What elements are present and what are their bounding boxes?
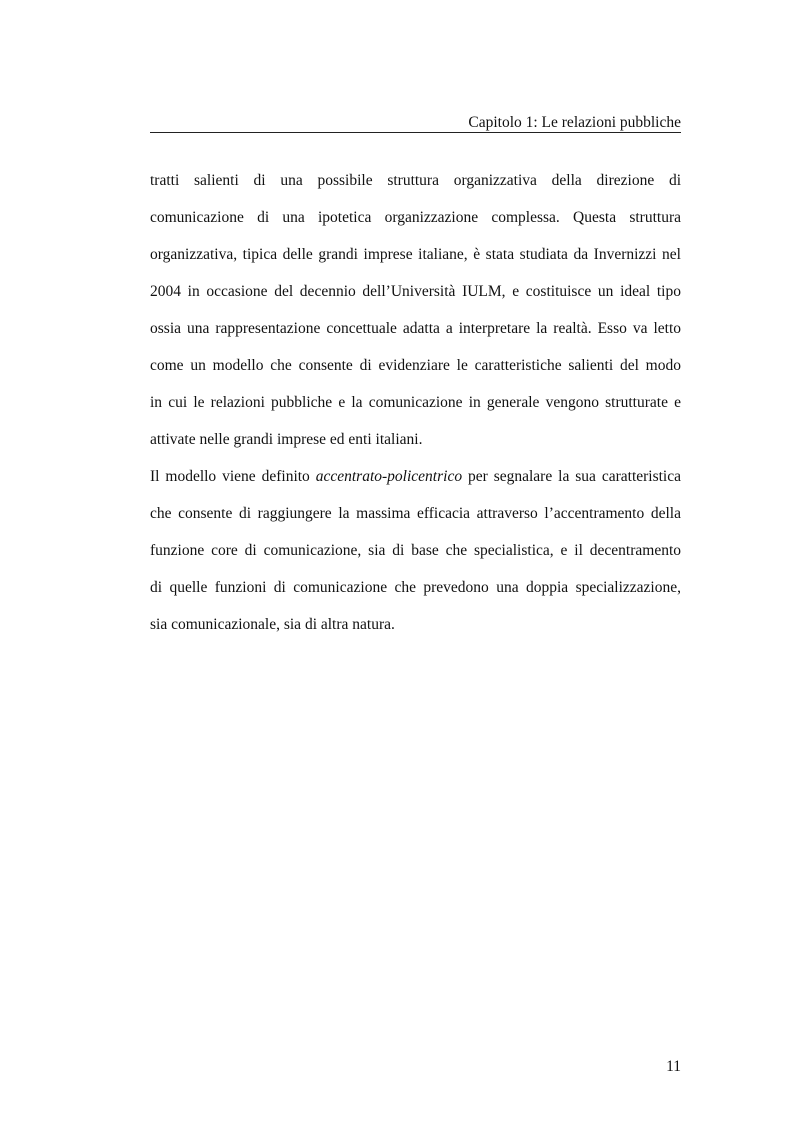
- text-line: comunicazione di una ipotetica organizzazione complessa. Questa struttura: [150, 209, 681, 226]
- text-line: ossia una rappresentazione concettuale adatta a interpretare la realtà. Esso va letto: [150, 320, 681, 337]
- header-rule: [150, 132, 681, 133]
- text-line: funzione core di comunicazione, sia di base che specialistica, e il decentramento: [150, 542, 681, 559]
- page-number: 11: [666, 1058, 681, 1075]
- text-line: 2004 in occasione del decennio dell’Università IULM, e costituisce un ideal tipo: [150, 283, 681, 300]
- text-segment: per segnalare la sua caratteristica: [462, 468, 682, 485]
- text-segment: Il modello viene definito: [150, 468, 316, 485]
- running-header: Capitolo 1: Le relazioni pubbliche: [468, 114, 681, 131]
- text-line: sia comunicazionale, sia di altra natura.: [150, 616, 395, 633]
- text-line: tratti salienti di una possibile struttura organizzativa della direzione di: [150, 172, 681, 189]
- text-line: come un modello che consente di evidenziare le caratteristiche salienti del modo: [150, 357, 681, 374]
- paragraph-1: [150, 170, 681, 466]
- paragraph-2: [150, 466, 681, 651]
- body-text: [150, 170, 681, 651]
- text-line: organizzativa, tipica delle grandi imprese italiane, è stata studiata da Invernizzi nel: [150, 246, 681, 263]
- text-line: attivate nelle grandi imprese ed enti italiani.: [150, 431, 423, 448]
- text-line: che consente di raggiungere la massima efficacia attraverso l’accentramento della: [150, 505, 681, 522]
- emphasized-term: accentrato-policentrico: [315, 468, 463, 485]
- text-line: in cui le relazioni pubbliche e la comunicazione in generale vengono strutturate e: [150, 394, 681, 411]
- text-line-with-emphasis: [150, 466, 681, 503]
- text-line: di quelle funzioni di comunicazione che prevedono una doppia specializzazione,: [150, 579, 681, 596]
